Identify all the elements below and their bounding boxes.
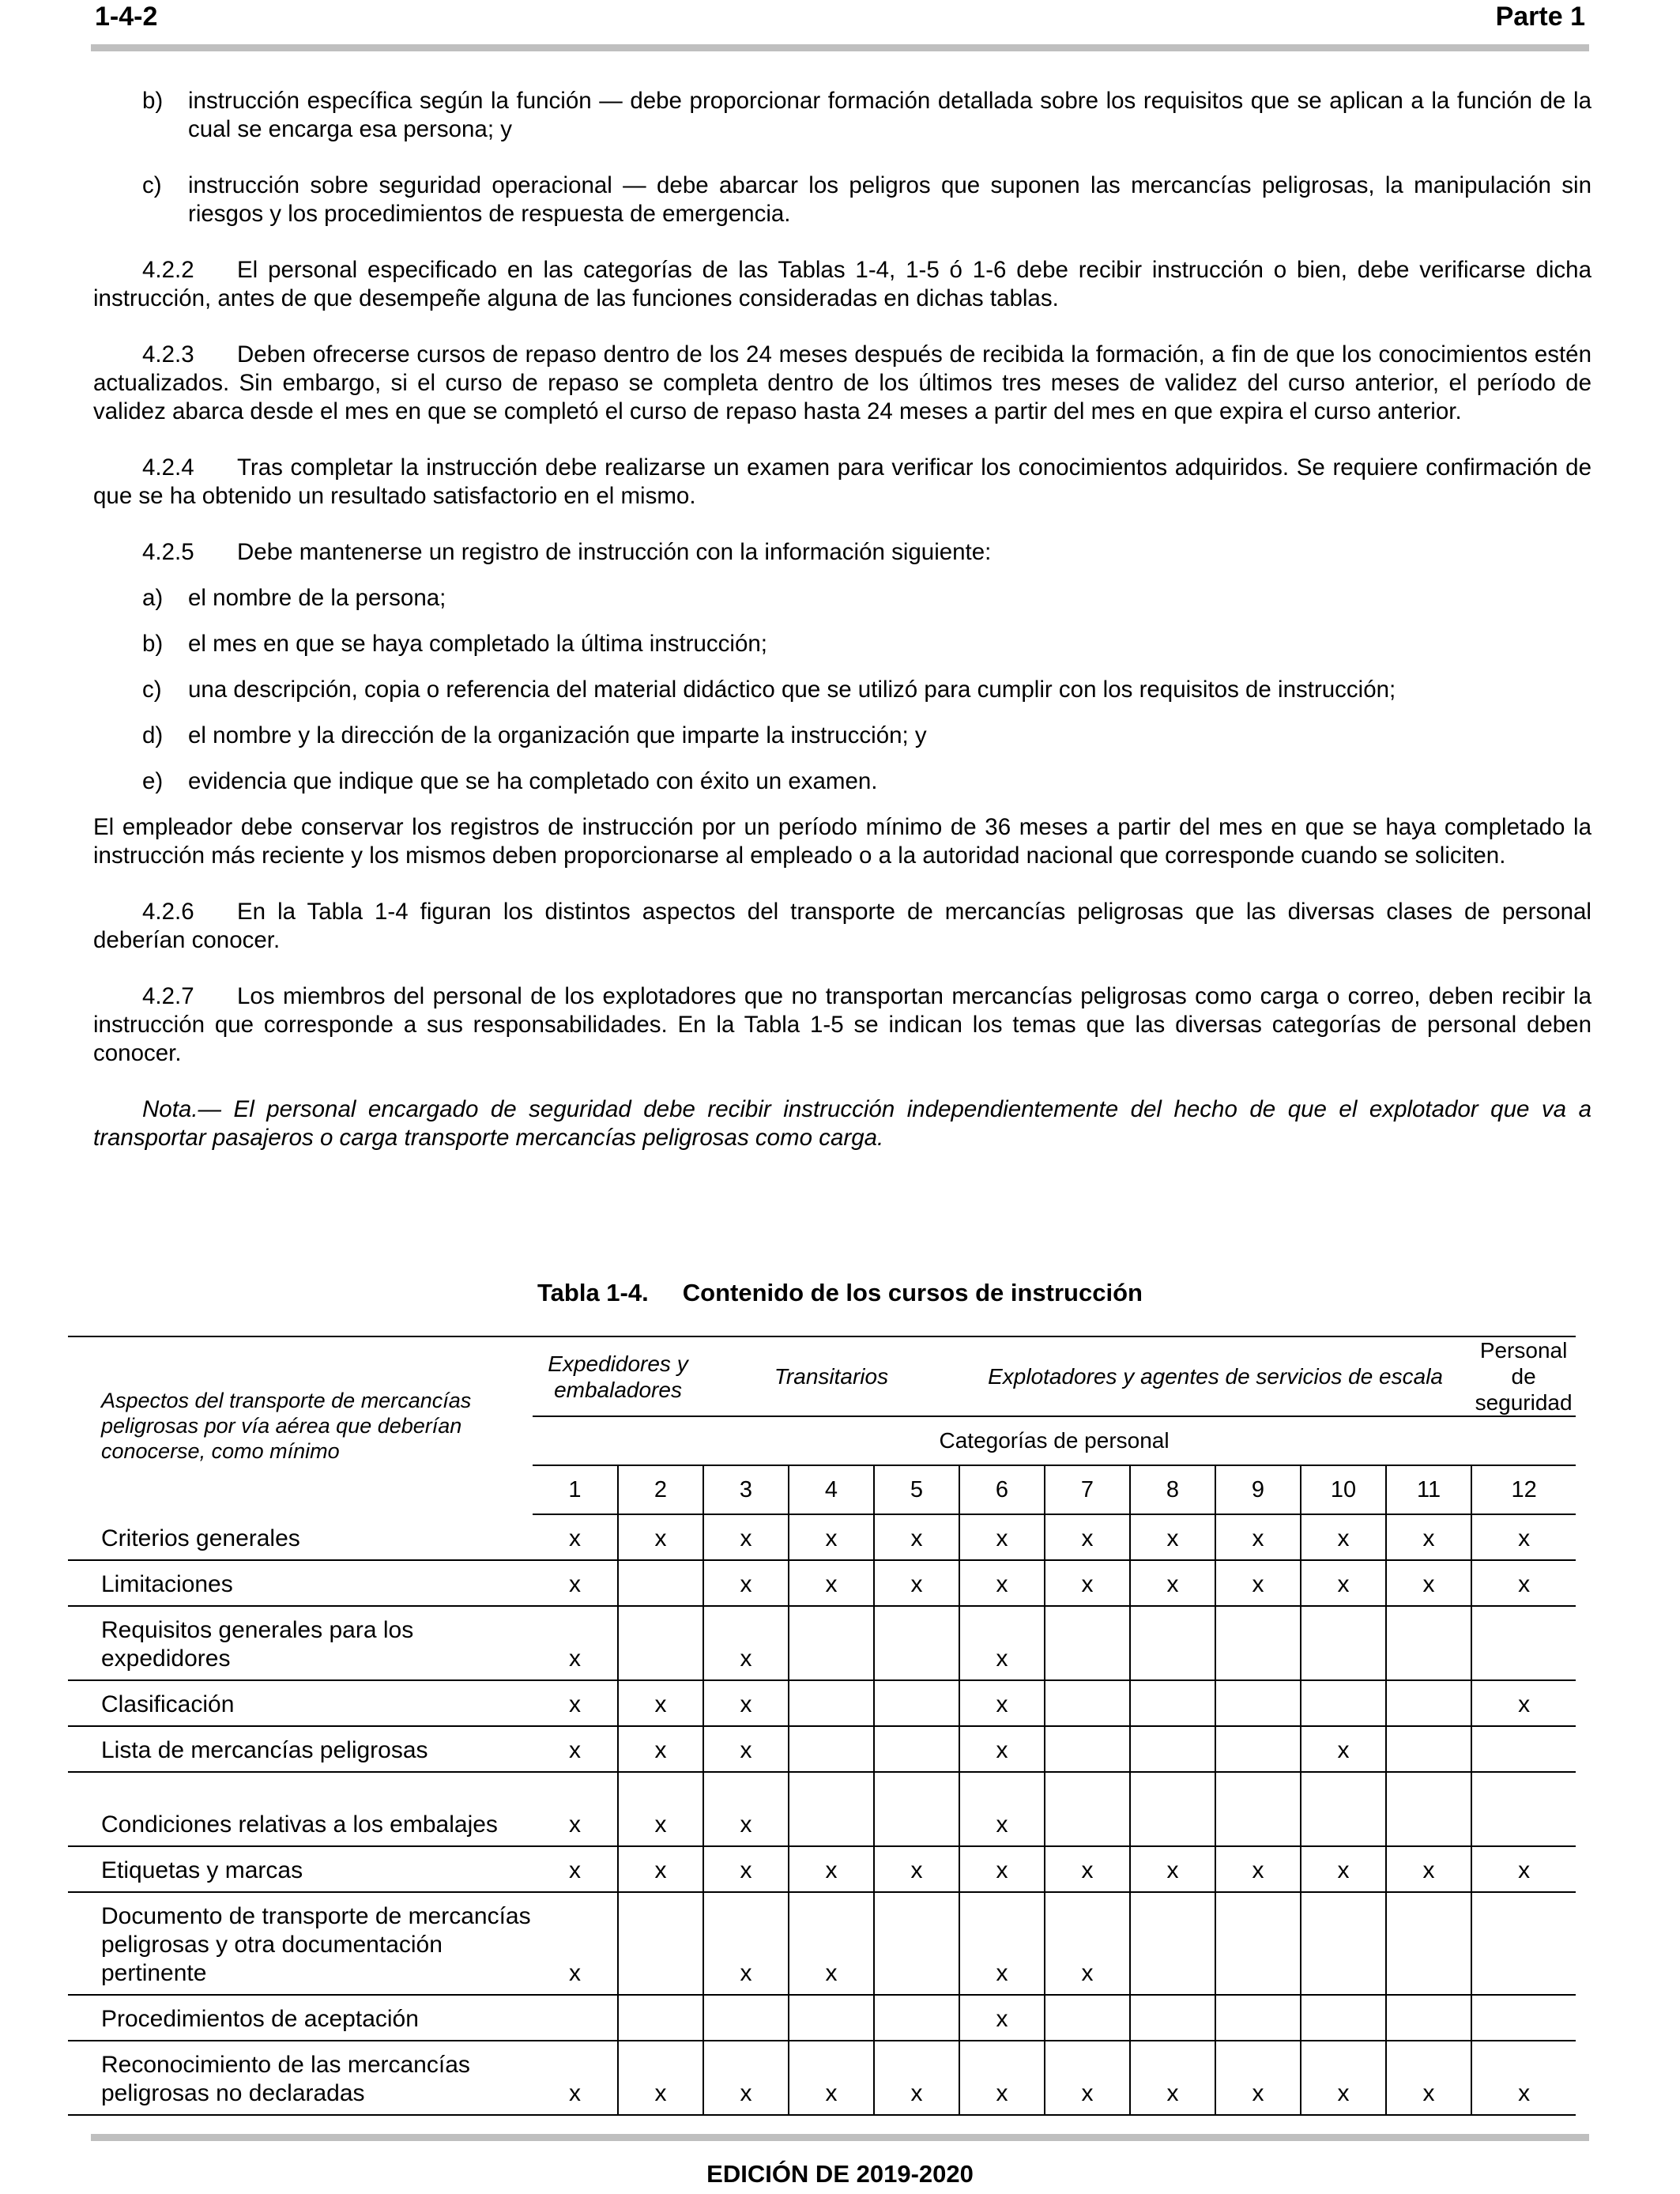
table-cell: x	[533, 1892, 618, 1995]
list-item-e	[142, 767, 1591, 796]
table-cell	[1301, 1995, 1386, 2041]
table-cell	[618, 1995, 703, 2041]
paragraph-number: 4.2.7	[142, 983, 194, 1009]
category-number: 5	[874, 1465, 959, 1514]
note: Nota.— El personal encargado de seguridad debe recibir instrucción independientemente del hecho de que el explotador que va a transportar pasajeros o carga transporte mercancías peligrosas como carga.	[93, 1096, 1591, 1151]
table-cell	[874, 1606, 959, 1680]
paragraph-employer: El empleador debe conservar los registros de instrucción por un período mínimo de 36 meses a partir del mes en que se haya completado la instrucción más reciente y los mismos deben proporcionarse al empleado o a la autoridad nacional que corresponde cuando se soliciten.	[93, 814, 1591, 869]
category-number: 4	[789, 1465, 874, 1514]
table-cell: x	[618, 1772, 703, 1846]
group-shippers: Expedidores y embaladores	[533, 1336, 703, 1416]
category-number: 11	[1386, 1465, 1471, 1514]
table-cell: x	[959, 1606, 1045, 1680]
group-security: Personal de seguridad	[1471, 1336, 1576, 1416]
category-number: 10	[1301, 1465, 1386, 1514]
table-cell	[1471, 1726, 1576, 1772]
table-row	[68, 1560, 1576, 1606]
table-row	[68, 1680, 1576, 1726]
table-cell: x	[533, 1680, 618, 1726]
table-cell	[1045, 1606, 1130, 1680]
table-cell: x	[874, 1560, 959, 1606]
header-rule	[91, 44, 1589, 51]
body-text	[93, 87, 1591, 1180]
paragraph-number: 4.2.5	[142, 539, 194, 565]
table-cell: x	[1130, 1514, 1215, 1560]
table-cell: x	[959, 1680, 1045, 1726]
table-cell: x	[874, 1846, 959, 1892]
list-item-c	[142, 172, 1591, 228]
list-text: evidencia que indique que se ha completado con éxito un examen.	[188, 768, 878, 794]
list-label: d)	[142, 722, 164, 748]
table-cell	[874, 1892, 959, 1995]
table-row	[68, 1514, 1576, 1560]
table-cell: x	[533, 1514, 618, 1560]
table-cell	[789, 1606, 874, 1680]
table-cell	[789, 1680, 874, 1726]
table-cell: x	[959, 1846, 1045, 1892]
table-row	[68, 1772, 1576, 1846]
table-cell	[789, 1995, 874, 2041]
table-cell: x	[618, 2041, 703, 2115]
table-cell: x	[1301, 1726, 1386, 1772]
table-cell	[1215, 1726, 1301, 1772]
categories-label: Categorías de personal	[533, 1416, 1576, 1465]
table-cell	[703, 1995, 789, 2041]
list-label: c)	[142, 677, 162, 703]
table-cell: x	[618, 1726, 703, 1772]
table-cell	[1215, 1680, 1301, 1726]
table-cell	[874, 1680, 959, 1726]
table-cell: x	[959, 1514, 1045, 1560]
table-cell: x	[789, 2041, 874, 2115]
table-cell: x	[1471, 1560, 1576, 1606]
table-cell	[874, 1726, 959, 1772]
table-cell: x	[1386, 1846, 1471, 1892]
table-cell: x	[959, 1772, 1045, 1846]
table-cell: x	[1045, 1514, 1130, 1560]
row-label: Criterios generales	[68, 1514, 533, 1560]
table-cell: x	[1045, 2041, 1130, 2115]
table-cell: x	[1301, 1846, 1386, 1892]
table-cell: x	[1471, 1514, 1576, 1560]
group-freight-forwarders: Transitarios	[703, 1336, 959, 1416]
table-cell: x	[703, 1680, 789, 1726]
list-text: instrucción específica según la función — debe proporcionar formación detallada sobre los requisitos que se aplican a la función de la cual se encarga esa persona; y	[188, 88, 1591, 142]
paragraph-number: 4.2.4	[142, 454, 194, 481]
table-cell: x	[1045, 1892, 1130, 1995]
category-number: 6	[959, 1465, 1045, 1514]
table-cell: x	[874, 2041, 959, 2115]
table-cell	[1386, 1726, 1471, 1772]
table-cell: x	[533, 2041, 618, 2115]
table-row	[68, 1606, 1576, 1680]
table-cell	[1301, 1680, 1386, 1726]
paragraph-number: 4.2.2	[142, 257, 194, 283]
table-cell: x	[1045, 1846, 1130, 1892]
list-text: el mes en que se haya completado la última instrucción;	[188, 631, 767, 657]
paragraph-text: Tras completar la instrucción debe realizarse un examen para verificar los conocimientos adquiridos. Se requiere confirmación de que se ha obtenido un resultado satisfactorio en el mismo.	[93, 454, 1591, 509]
table-header-groups	[68, 1336, 1576, 1416]
table-cell	[1301, 1892, 1386, 1995]
list-item-c	[142, 676, 1591, 704]
category-number: 8	[1130, 1465, 1215, 1514]
table-cell: x	[959, 1726, 1045, 1772]
table-cell: x	[703, 1606, 789, 1680]
table-cell: x	[1301, 1514, 1386, 1560]
table-cell: x	[703, 1560, 789, 1606]
table-cell: x	[789, 1560, 874, 1606]
table-cell: x	[618, 1680, 703, 1726]
table-cell: x	[959, 1560, 1045, 1606]
row-label: Limitaciones	[68, 1560, 533, 1606]
table-cell: x	[1045, 1560, 1130, 1606]
list-label: e)	[142, 768, 164, 794]
table-cell	[1471, 1892, 1576, 1995]
list-item-b	[142, 87, 1591, 144]
list-label: b)	[142, 88, 164, 114]
table-body	[68, 1514, 1576, 2115]
table-cell	[1215, 1772, 1301, 1846]
aspect-header: Aspectos del transporte de mercancías peligrosas por vía aérea que deberían conocerse, como mínimo	[68, 1336, 533, 1514]
category-number: 7	[1045, 1465, 1130, 1514]
table-cell: x	[703, 1514, 789, 1560]
table-cell	[1045, 1995, 1130, 2041]
row-label: Reconocimiento de las mercancías peligrosas no declaradas	[68, 2041, 533, 2115]
paragraph-4-2-7	[93, 982, 1591, 1068]
table-cell	[1386, 1995, 1471, 2041]
table-cell: x	[703, 2041, 789, 2115]
table-cell: x	[789, 1846, 874, 1892]
table-cell	[1130, 1726, 1215, 1772]
list-item-d	[142, 722, 1591, 750]
table-cell	[533, 1995, 618, 2041]
table-cell: x	[533, 1772, 618, 1846]
training-content-table	[68, 1336, 1576, 2116]
paragraph-number: 4.2.3	[142, 341, 194, 368]
table-cell: x	[1130, 1846, 1215, 1892]
table-cell: x	[618, 1846, 703, 1892]
table-cell	[789, 1726, 874, 1772]
table-row	[68, 1846, 1576, 1892]
table-row	[68, 1995, 1576, 2041]
paragraph-text: En la Tabla 1-4 figuran los distintos aspectos del transporte de mercancías peligrosas que las diversas clases de personal deberían conocer.	[93, 899, 1591, 953]
list-item-b	[142, 630, 1591, 658]
table-cell	[1045, 1772, 1130, 1846]
row-label: Procedimientos de aceptación	[68, 1995, 533, 2041]
list-item-a	[142, 584, 1591, 613]
table-cell: x	[703, 1846, 789, 1892]
table-cell: x	[533, 1606, 618, 1680]
table-cell	[789, 1772, 874, 1846]
table-cell	[1130, 1772, 1215, 1846]
row-label: Lista de mercancías peligrosas	[68, 1726, 533, 1772]
table-cell	[1130, 1892, 1215, 1995]
table-row	[68, 1892, 1576, 1995]
table-cell: x	[533, 1560, 618, 1606]
paragraph-text: Los miembros del personal de los explotadores que no transportan mercancías peligrosas como carga o correo, deben recibir la instrucción que corresponde a sus responsabilidades. En la Tabla 1-5 se indican los temas que las diversas categorías de personal deben conocer.	[93, 983, 1591, 1066]
table-cell	[1386, 1680, 1471, 1726]
table-row	[68, 1726, 1576, 1772]
paragraph-4-2-6	[93, 898, 1591, 955]
table-cell	[874, 1772, 959, 1846]
table-cell	[1215, 1892, 1301, 1995]
table-row	[68, 2041, 1576, 2115]
paragraph-4-2-4	[93, 454, 1591, 511]
group-operators: Explotadores y agentes de servicios de escala	[959, 1336, 1471, 1416]
table-cell: x	[1130, 2041, 1215, 2115]
table-cell	[618, 1892, 703, 1995]
paragraph-text: Deben ofrecerse cursos de repaso dentro de los 24 meses después de recibida la formación, a fin de que los conocimientos estén actualizados. Sin embargo, si el curso de repaso se completa dentro de los últimos tres meses de validez del curso anterior, el período de validez abarca desde el mes en que se completó el curso de repaso hasta 24 meses a partir del mes en que expira el curso anterior.	[93, 341, 1591, 424]
table-cell	[1215, 1606, 1301, 1680]
table-cell: x	[789, 1514, 874, 1560]
table-cell	[1045, 1726, 1130, 1772]
table-cell: x	[703, 1892, 789, 1995]
table-cell: x	[874, 1514, 959, 1560]
list-text: el nombre de la persona;	[188, 585, 446, 611]
table-cell: x	[959, 1995, 1045, 2041]
paragraph-text: El personal especificado en las categorías de las Tablas 1-4, 1-5 ó 1-6 debe recibir instrucción o bien, debe verificarse dicha instrucción, antes de que desempeñe alguna de las funciones consideradas en dichas tablas.	[93, 257, 1591, 311]
part-label: Parte 1	[1495, 2, 1585, 32]
footer-rule	[91, 2134, 1589, 2141]
row-label: Clasificación	[68, 1680, 533, 1726]
table-cell	[1471, 1772, 1576, 1846]
category-number: 2	[618, 1465, 703, 1514]
table-cell	[618, 1560, 703, 1606]
paragraph-text: Debe mantenerse un registro de instrucción con la información siguiente:	[237, 539, 992, 565]
table-cell: x	[533, 1846, 618, 1892]
page-number: 1-4-2	[95, 2, 158, 32]
paragraph-4-2-3	[93, 341, 1591, 426]
table-cell: x	[1130, 1560, 1215, 1606]
table-cell	[1130, 1606, 1215, 1680]
table-cell: x	[1215, 1514, 1301, 1560]
edition-footer: EDICIÓN DE 2019-2020	[706, 2160, 974, 2188]
table-cell: x	[533, 1726, 618, 1772]
table-cell: x	[1215, 2041, 1301, 2115]
table-cell	[1386, 1892, 1471, 1995]
category-number: 3	[703, 1465, 789, 1514]
table-cell	[1301, 1606, 1386, 1680]
category-number: 9	[1215, 1465, 1301, 1514]
row-label: Etiquetas y marcas	[68, 1846, 533, 1892]
table-cell: x	[1471, 1680, 1576, 1726]
table-title: Tabla 1-4. Contenido de los cursos de instrucción	[537, 1279, 1143, 1306]
paragraph-number: 4.2.6	[142, 899, 194, 925]
table-cell: x	[703, 1726, 789, 1772]
table-cell: x	[1301, 2041, 1386, 2115]
table-cell	[1301, 1772, 1386, 1846]
table-cell	[1471, 1995, 1576, 2041]
table-cell	[874, 1995, 959, 2041]
table-cell	[1215, 1995, 1301, 2041]
category-number: 12	[1471, 1465, 1576, 1514]
table-cell: x	[1386, 1514, 1471, 1560]
list-label: a)	[142, 585, 164, 611]
table-cell: x	[618, 1514, 703, 1560]
row-label: Condiciones relativas a los embalajes	[68, 1772, 533, 1846]
table-cell	[1130, 1680, 1215, 1726]
table-cell: x	[959, 2041, 1045, 2115]
list-text: instrucción sobre seguridad operacional — debe abarcar los peligros que suponen las mercancías peligrosas, la manipulación sin riesgos y los procedimientos de respuesta de emergencia.	[188, 172, 1591, 227]
table-cell: x	[1471, 2041, 1576, 2115]
category-number: 1	[533, 1465, 618, 1514]
table-cell: x	[1386, 1560, 1471, 1606]
paragraph-4-2-2	[93, 256, 1591, 313]
list-text: el nombre y la dirección de la organización que imparte la instrucción; y	[188, 722, 927, 748]
table-cell: x	[1386, 2041, 1471, 2115]
table-cell	[1045, 1680, 1130, 1726]
list-text: una descripción, copia o referencia del material didáctico que se utilizó para cumplir con los requisitos de instrucción;	[188, 677, 1396, 703]
table-cell: x	[1215, 1560, 1301, 1606]
row-label: Documento de transporte de mercancías peligrosas y otra documentación pertinente	[68, 1892, 533, 1995]
table-cell: x	[789, 1892, 874, 1995]
table-cell: x	[1215, 1846, 1301, 1892]
table-cell	[1386, 1772, 1471, 1846]
row-label: Requisitos generales para los expedidores	[68, 1606, 533, 1680]
table-cell: x	[1471, 1846, 1576, 1892]
list-label: b)	[142, 631, 164, 657]
paragraph-4-2-5	[93, 538, 1591, 567]
table-cell: x	[959, 1892, 1045, 1995]
list-label: c)	[142, 172, 162, 198]
table-cell	[1130, 1995, 1215, 2041]
table-cell: x	[703, 1772, 789, 1846]
table-cell	[618, 1606, 703, 1680]
table-cell: x	[1301, 1560, 1386, 1606]
table-cell	[1471, 1606, 1576, 1680]
table-cell	[1386, 1606, 1471, 1680]
